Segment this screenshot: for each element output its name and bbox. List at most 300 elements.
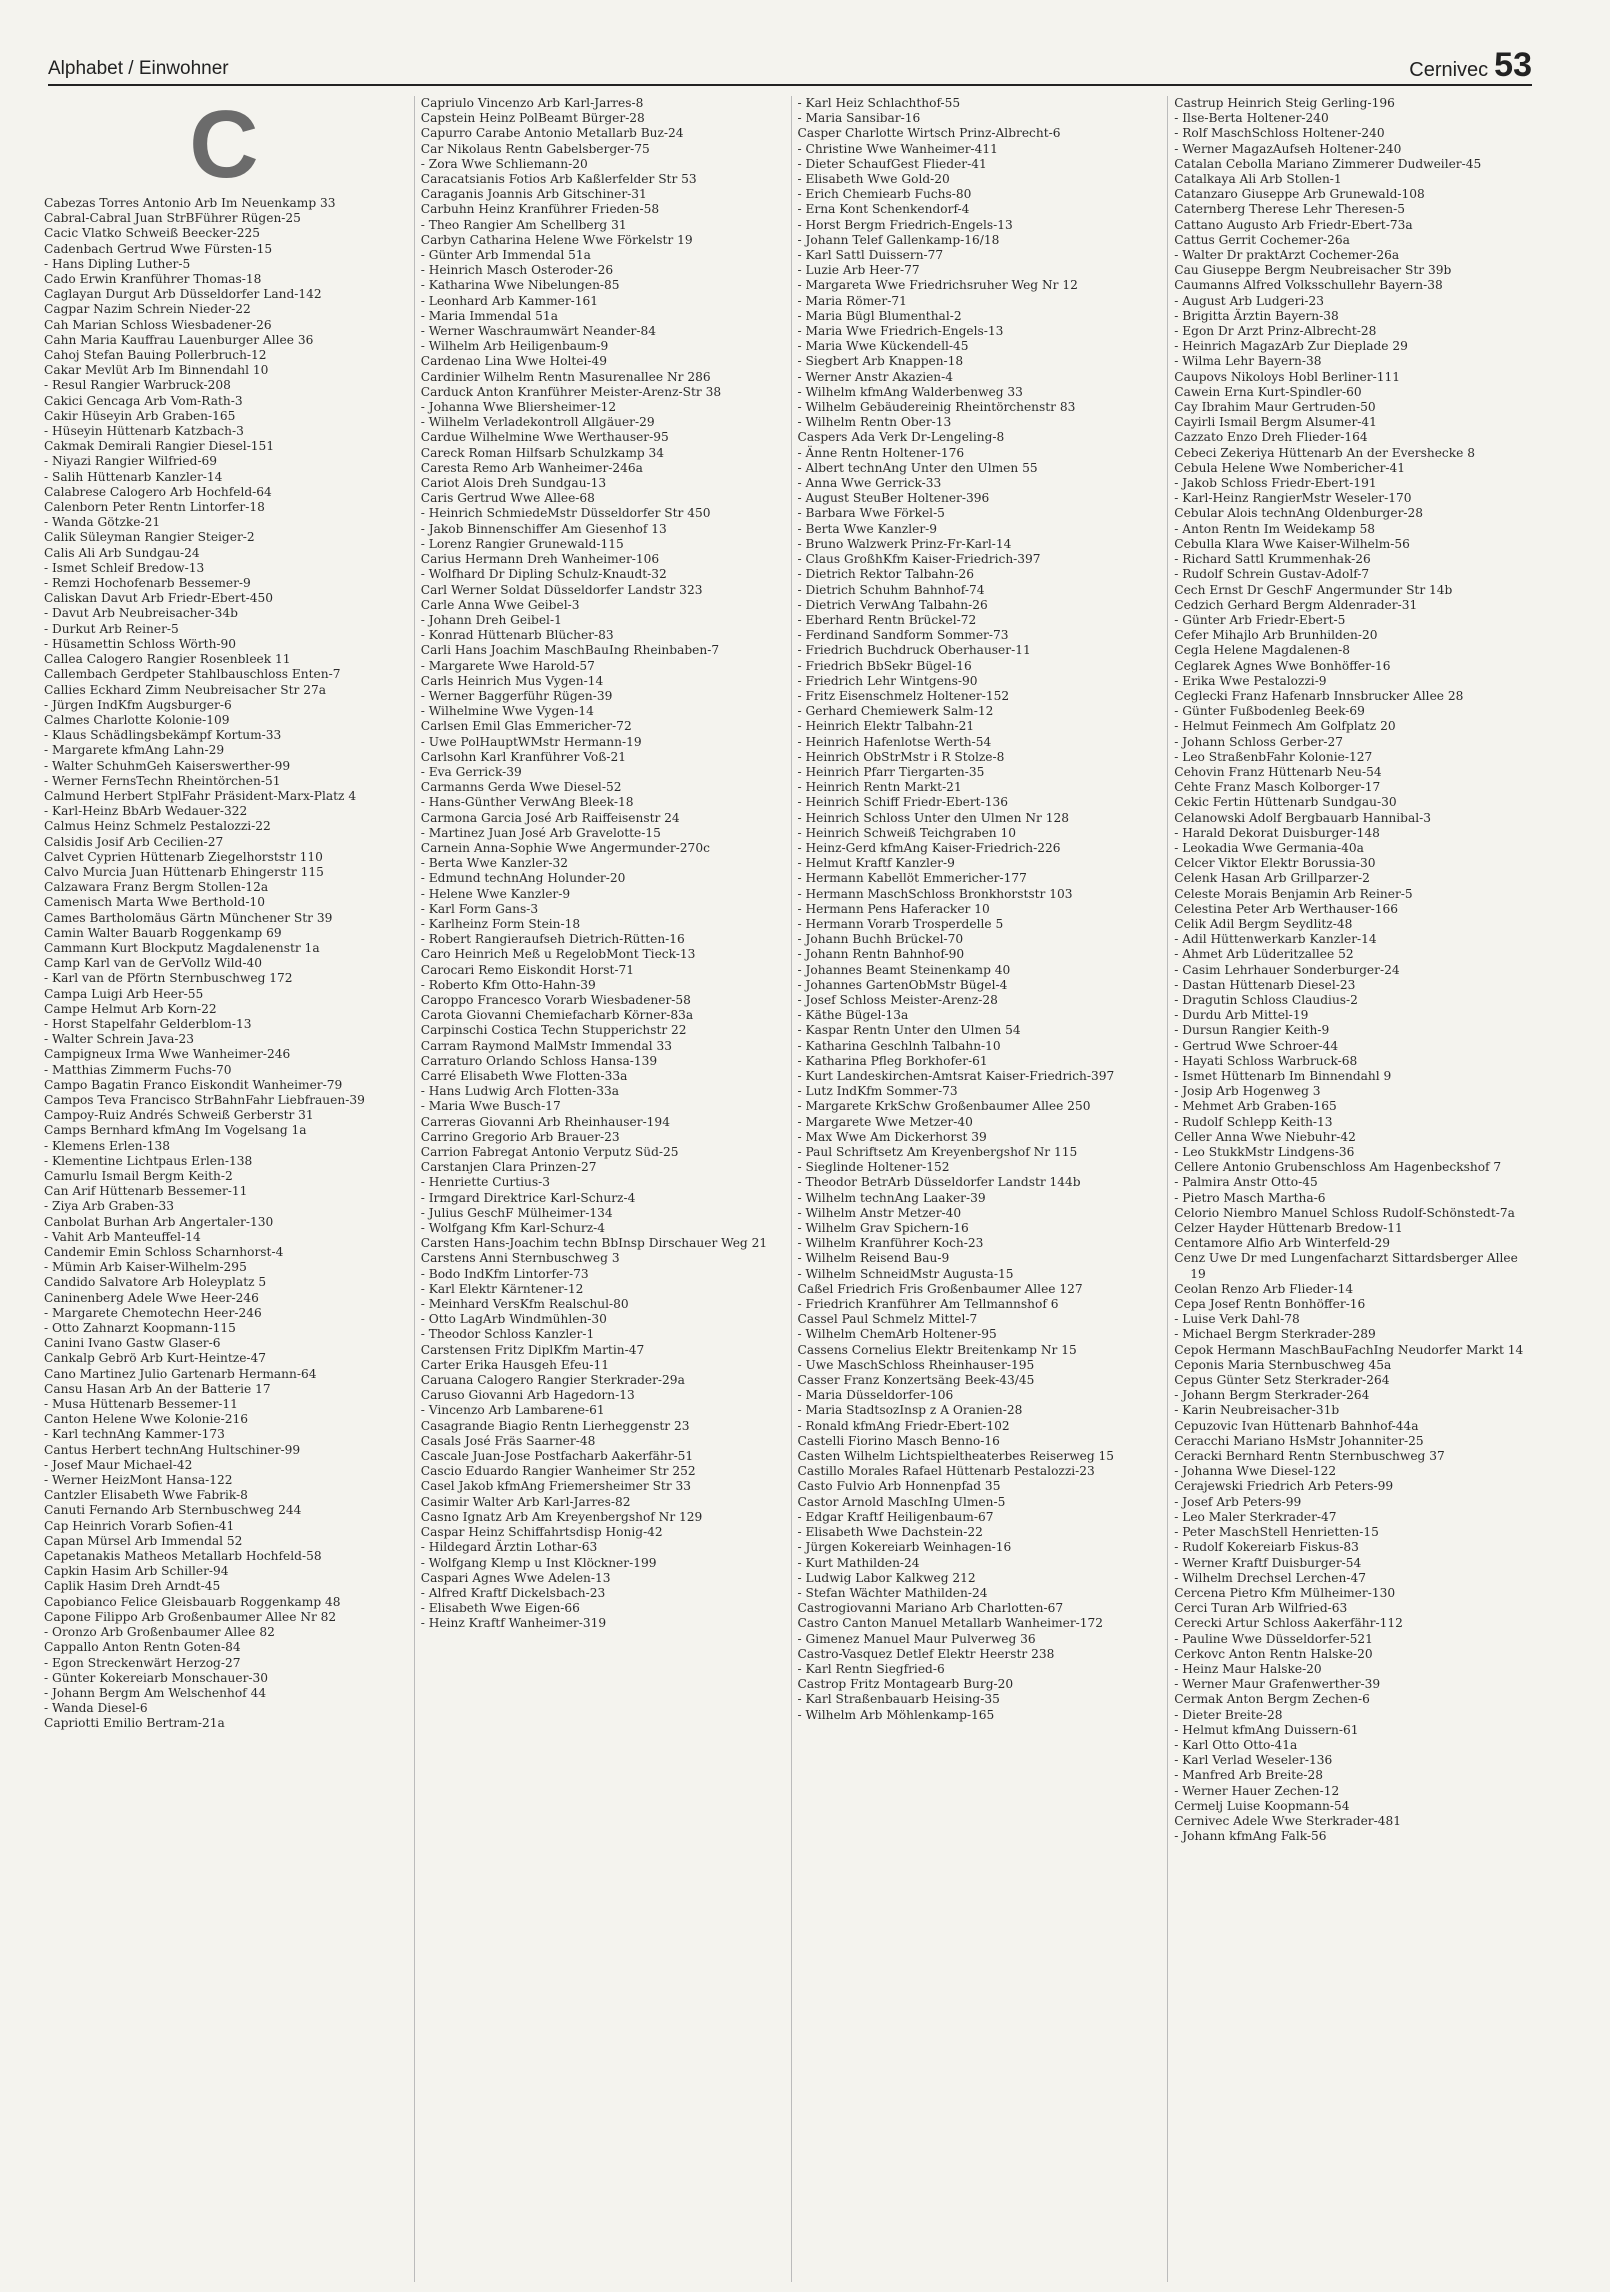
directory-entry: - Johannes Beamt Steinenkamp 40 bbox=[797, 962, 1011, 977]
directory-entry: - Jakob Binnenschiffer Am Giesenhof 13 bbox=[420, 521, 667, 536]
directory-entry: - Wilhelm SchneidMstr Augusta-15 bbox=[797, 1266, 1014, 1281]
directory-entry: - Paul Schriftsetz Am Kreyenbergshof Nr 115 bbox=[797, 1145, 1078, 1160]
directory-entry: Caupovs Nikoloys Hobl Berliner-111 bbox=[1174, 369, 1400, 384]
directory-entry: Cascio Eduardo Rangier Wanheimer Str 252 bbox=[420, 1464, 696, 1479]
directory-entry: - Margarete KrkSchw Großenbaumer Allee 250 bbox=[797, 1099, 1091, 1114]
directory-entry: - Anton Rentn Im Weidekamp 58 bbox=[1174, 521, 1376, 536]
directory-entry: - Edgar Kraftf Heiligenbaum-67 bbox=[797, 1509, 994, 1524]
directory-entry: Cakici Gencaga Arb Vom-Rath-3 bbox=[44, 393, 243, 408]
directory-entry: - Karl Straßenbauarb Heising-35 bbox=[797, 1692, 1000, 1707]
directory-entry: Celenk Hasan Arb Grillparzer-2 bbox=[1174, 871, 1370, 886]
directory-entry: - Pauline Wwe Düsseldorfer-521 bbox=[1174, 1631, 1373, 1646]
column-4 bbox=[1167, 96, 1534, 2282]
directory-entry: - Heinrich MagazArb Zur Dieplade 29 bbox=[1174, 339, 1408, 354]
directory-entry: - Horst Stapelfahr Gelderblom-13 bbox=[44, 1016, 252, 1031]
directory-entry: Calis Ali Arb Sundgau-24 bbox=[44, 545, 200, 560]
directory-entry: - Hüsamettin Schloss Wörth-90 bbox=[44, 636, 237, 651]
directory-entry: - August Arb Ludgeri-23 bbox=[1174, 293, 1324, 308]
directory-entry: - Hans Ludwig Arch Flotten-33a bbox=[420, 1084, 619, 1099]
directory-entry: - Vincenzo Arb Lambarene-61 bbox=[420, 1403, 605, 1418]
directory-entry: - Karl technAng Kammer-173 bbox=[44, 1427, 225, 1442]
directory-entry: - Rudolf Kokereiarb Fiskus-83 bbox=[1174, 1540, 1359, 1555]
directory-entry: - Erika Wwe Pestalozzi-9 bbox=[1174, 673, 1327, 688]
directory-entry: - Richard Sattl Krummenhak-26 bbox=[1174, 552, 1371, 567]
directory-entry: - Wilhelm ChemArb Holtener-95 bbox=[797, 1327, 997, 1342]
directory-entry: Cerkovc Anton Rentn Halske-20 bbox=[1174, 1646, 1373, 1661]
directory-entry: Calik Süleyman Rangier Steiger-2 bbox=[44, 530, 255, 545]
directory-entry: Cakir Hüseyin Arb Graben-165 bbox=[44, 408, 236, 423]
directory-entry: - Josef Maur Michael-42 bbox=[44, 1457, 193, 1472]
directory-entry: Cado Erwin Kranführer Thomas-18 bbox=[44, 272, 262, 287]
directory-entry: - Roberto Kfm Otto-Hahn-39 bbox=[420, 977, 596, 992]
directory-entry: Capriulo Vincenzo Arb Karl-Jarres-8 bbox=[420, 96, 644, 110]
directory-entry: - Eberhard Rentn Brückel-72 bbox=[797, 612, 977, 627]
directory-entry: Caßel Friedrich Fris Großenbaumer Allee 127 bbox=[797, 1281, 1083, 1296]
directory-entry: Cepuzovic Ivan Hüttenarb Bahnhof-44a bbox=[1174, 1418, 1419, 1433]
directory-entry: - Johann Bergm Am Welschenhof 44 bbox=[44, 1685, 267, 1700]
directory-entry: Campe Helmut Arb Korn-22 bbox=[44, 1001, 217, 1016]
directory-entry: Carli Hans Joachim MaschBauIng Rheinbaben-7 bbox=[420, 643, 720, 658]
directory-entry: - Walter Dr praktArzt Cochemer-26a bbox=[1174, 248, 1400, 263]
directory-entry: - August SteuBer Holtener-396 bbox=[797, 491, 990, 506]
directory-entry: Carnein Anna-Sophie Wwe Angermunder-270c bbox=[420, 840, 710, 855]
directory-entry: Casel Jakob kfmAng Friemersheimer Str 33 bbox=[420, 1479, 692, 1494]
directory-entry: - Wilhelm Arb Möhlenkamp-165 bbox=[797, 1707, 995, 1722]
directory-entry: - Klementine Lichtpaus Erlen-138 bbox=[44, 1153, 253, 1168]
directory-entry: Celorio Niembro Manuel Schloss Rudolf-Schönstedt-7a bbox=[1174, 1205, 1515, 1220]
directory-entry: Cattano Augusto Arb Friedr-Ebert-73a bbox=[1174, 217, 1413, 232]
directory-entry: Caracatsianis Fotios Arb Kaßlerfelder Str 53 bbox=[420, 172, 697, 187]
directory-entry: - Zora Wwe Schliemann-20 bbox=[420, 156, 588, 171]
directory-entry: - Christine Wwe Wanheimer-411 bbox=[797, 141, 998, 156]
directory-entry: Calabrese Calogero Arb Hochfeld-64 bbox=[44, 484, 272, 499]
directory-entry: - Elisabeth Wwe Gold-20 bbox=[797, 172, 950, 187]
directory-entry: Carsten Hans-Joachim techn BbInsp Dirschauer Weg 21 bbox=[420, 1236, 768, 1251]
directory-entry: Carbyn Catharina Helene Wwe Förkelstr 19 bbox=[420, 232, 693, 247]
directory-entry: Celik Adil Bergm Seydlitz-48 bbox=[1174, 916, 1353, 931]
directory-entry: Casagrande Biagio Rentn Lierheggenstr 23 bbox=[420, 1418, 690, 1433]
directory-entry: Caroppo Francesco Vorarb Wiesbadener-58 bbox=[420, 992, 691, 1007]
directory-entry: - Wilhelm Anstr Metzer-40 bbox=[797, 1205, 962, 1220]
directory-entry: - Karl Sattl Duissern-77 bbox=[797, 248, 944, 263]
directory-entry: - Karin Neubreisacher-31b bbox=[1174, 1403, 1340, 1418]
directory-entry: - Wolfhard Dr Dipling Schulz-Knaudt-32 bbox=[420, 567, 667, 582]
directory-entry: - Leonhard Arb Kammer-161 bbox=[420, 293, 599, 308]
directory-entry: - Max Wwe Am Dickerhorst 39 bbox=[797, 1129, 987, 1144]
directory-entry: - Salih Hüttenarb Kanzler-14 bbox=[44, 469, 223, 484]
directory-entry: Castelli Fiorino Masch Benno-16 bbox=[797, 1433, 1000, 1448]
directory-entry: Cames Bartholomäus Gärtn Münchener Str 39 bbox=[44, 910, 333, 925]
directory-entry: Celestina Peter Arb Werthauser-166 bbox=[1174, 901, 1399, 916]
directory-entry: Cebeci Zekeriya Hüttenarb An der Evershecke 8 bbox=[1174, 445, 1475, 460]
directory-entry: Cebula Helene Wwe Nombericher-41 bbox=[1174, 460, 1406, 475]
directory-entry: Caresta Remo Arb Wanheimer-246a bbox=[420, 460, 643, 475]
directory-entry: Cagpar Nazim Schrein Nieder-22 bbox=[44, 302, 251, 317]
directory-entry: - Heinrich Pfarr Tiergarten-35 bbox=[797, 764, 985, 779]
directory-entry: Ceglarek Agnes Wwe Bonhöffer-16 bbox=[1174, 658, 1391, 673]
directory-entry: - Margarete Chemotechn Heer-246 bbox=[44, 1305, 262, 1320]
directory-entry: Capobianco Felice Gleisbauarb Roggenkamp 48 bbox=[44, 1594, 341, 1609]
directory-entry: Cah Marian Schloss Wiesbadener-26 bbox=[44, 317, 272, 332]
directory-entry: - Maria Immendal 51a bbox=[420, 308, 558, 323]
directory-entry: - Friedrich Kranführer Am Tellmannshof 6 bbox=[797, 1297, 1059, 1312]
directory-entry: - Änne Rentn Holtener-176 bbox=[797, 445, 965, 460]
directory-entry: Cau Giuseppe Bergm Neubreisacher Str 39b bbox=[1174, 263, 1452, 278]
directory-entry: Carmanns Gerda Wwe Diesel-52 bbox=[420, 780, 622, 795]
directory-entry: Cano Martinez Julio Gartenarb Hermann-64 bbox=[44, 1366, 317, 1381]
directory-entry: - Günter Arb Immendal 51a bbox=[420, 248, 591, 263]
directory-entry: Calenborn Peter Rentn Lintorfer-18 bbox=[44, 500, 265, 515]
directory-entry: Capone Filippo Arb Großenbaumer Allee Nr 82 bbox=[44, 1609, 337, 1624]
directory-entry: Cepok Hermann MaschBauFachIng Neudorfer Markt 14 bbox=[1174, 1342, 1524, 1357]
directory-entry: Cardinier Wilhelm Rentn Masurenallee Nr 286 bbox=[420, 369, 711, 384]
directory-entry: Cahoj Stefan Bauing Pollerbruch-12 bbox=[44, 348, 267, 363]
directory-entry: Carmona Garcia José Arb Raiffeisenstr 24 bbox=[420, 810, 680, 825]
directory-entry: - Kaspar Rentn Unter den Ulmen 54 bbox=[797, 1023, 1021, 1038]
directory-entry: - Peter MaschStell Henrietten-15 bbox=[1174, 1525, 1379, 1540]
directory-entry: Cabezas Torres Antonio Arb Im Neuenkamp 33 bbox=[44, 196, 336, 210]
running-head bbox=[1409, 46, 1532, 84]
directory-entry: - Margarete kfmAng Lahn-29 bbox=[44, 743, 225, 758]
directory-entry: Ceponis Maria Sternbuschweg 45a bbox=[1174, 1357, 1392, 1372]
directory-entry: - Helene Wwe Kanzler-9 bbox=[420, 886, 571, 901]
directory-entry: - Rudolf Schrein Gustav-Adolf-7 bbox=[1174, 567, 1370, 582]
directory-entry: Carrion Fabregat Antonio Verputz Süd-25 bbox=[420, 1145, 679, 1160]
directory-entry: Cedzich Gerhard Bergm Aldenrader-31 bbox=[1174, 597, 1418, 612]
directory-entry: - Egon Dr Arzt Prinz-Albrecht-28 bbox=[1174, 324, 1377, 339]
directory-entry: - Berta Wwe Kanzler-9 bbox=[797, 521, 938, 536]
directory-entry: - Edmund technAng Holunder-20 bbox=[420, 871, 626, 886]
directory-entry: - Karl Form Gans-3 bbox=[420, 901, 539, 916]
directory-entry: - Leo Maler Sterkrader-47 bbox=[1174, 1509, 1337, 1524]
directory-entry: - Hermann Kabellöt Emmericher-177 bbox=[797, 871, 1027, 886]
directory-entry: - Mehmet Arb Graben-165 bbox=[1174, 1099, 1337, 1114]
directory-entry: - Maria Sansibar-16 bbox=[797, 111, 921, 126]
directory-entry: Catanzaro Giuseppe Arb Grunewald-108 bbox=[1174, 187, 1425, 202]
directory-entry: Carram Raymond MalMstr Immendal 33 bbox=[420, 1038, 673, 1053]
directory-entry: Caro Heinrich Meß u RegelobMont Tieck-13 bbox=[420, 947, 696, 962]
directory-entry: - Wilhelm Kranführer Koch-23 bbox=[797, 1236, 984, 1251]
directory-entry: Campoy-Ruiz Andrés Schweiß Gerberstr 31 bbox=[44, 1108, 314, 1123]
directory-entry: - Wilhelm technAng Laaker-39 bbox=[797, 1190, 986, 1205]
directory-entry: - Gertrud Wwe Schroer-44 bbox=[1174, 1038, 1339, 1053]
directory-entry: Carl Werner Soldat Düsseldorfer Landstr 323 bbox=[420, 582, 703, 597]
directory-entry: - Theo Rangier Am Schellberg 31 bbox=[420, 217, 627, 232]
directory-entry: - Lorenz Rangier Grunewald-115 bbox=[420, 536, 624, 551]
directory-entry: Cehte Franz Masch Kolborger-17 bbox=[1174, 780, 1381, 795]
directory-entry: - Maria Wwe Friedrich-Engels-13 bbox=[797, 324, 1004, 339]
directory-entry: - Hermann MaschSchloss Bronkhorststr 103 bbox=[797, 886, 1073, 901]
directory-entry: - Erna Kont Schenkendorf-4 bbox=[797, 202, 970, 217]
directory-entry: Celeste Morais Benjamin Arb Reiner-5 bbox=[1174, 886, 1413, 901]
directory-entry: Calvet Cyprien Hüttenarb Ziegelhorststr 110 bbox=[44, 849, 323, 864]
directory-entry: - Sieglinde Holtener-152 bbox=[797, 1160, 950, 1175]
directory-entry: - Josip Arb Hogenweg 3 bbox=[1174, 1084, 1321, 1099]
directory-entry: - Harald Dekorat Duisburger-148 bbox=[1174, 825, 1380, 840]
directory-entry: - Maria StadtsozInsp z A Oranien-28 bbox=[797, 1403, 1023, 1418]
directory-entry: - Werner Kraftf Duisburger-54 bbox=[1174, 1555, 1362, 1570]
directory-entry: - Musa Hüttenarb Bessemer-11 bbox=[44, 1397, 238, 1412]
directory-entry: Ceracchi Mariano HsMstr Johanniter-25 bbox=[1174, 1433, 1424, 1448]
column-2 bbox=[414, 96, 781, 2282]
directory-entry: - Hayati Schloss Warbruck-68 bbox=[1174, 1053, 1358, 1068]
directory-entry: - Heinrich Schiff Friedr-Ebert-136 bbox=[797, 795, 1008, 810]
directory-entry: Callembach Gerdpeter Stahlbauschloss Enten-7 bbox=[44, 667, 341, 682]
directory-entry: Camenisch Marta Wwe Berthold-10 bbox=[44, 895, 265, 910]
directory-entry: Cabral-Cabral Juan StrBFührer Rügen-25 bbox=[44, 211, 301, 226]
directory-entry: Celcer Viktor Elektr Borussia-30 bbox=[1174, 856, 1376, 871]
directory-entry: Campos Teva Francisco StrBahnFahr Liebfrauen-39 bbox=[44, 1092, 365, 1107]
directory-entry: - Gerhard Chemiewerk Salm-12 bbox=[797, 704, 994, 719]
directory-entry: - Dastan Hüttenarb Diesel-23 bbox=[1174, 977, 1356, 992]
directory-entry: - Ferdinand Sandform Sommer-73 bbox=[797, 628, 1009, 643]
directory-entry: - Wilhelm Arb Heiligenbaum-9 bbox=[420, 339, 609, 354]
directory-entry: - Margareta Wwe Friedrichsruher Weg Nr 12 bbox=[797, 278, 1078, 293]
directory-entry: - Wolfgang Kfm Karl-Schurz-4 bbox=[420, 1221, 606, 1236]
directory-entry: Calmes Charlotte Kolonie-109 bbox=[44, 712, 230, 727]
directory-entry: - Dursun Rangier Keith-9 bbox=[1174, 1023, 1330, 1038]
directory-entry: - Heinz Kraftf Wanheimer-319 bbox=[420, 1616, 607, 1631]
directory-entry: Casto Fulvio Arb Honnenpfad 35 bbox=[797, 1479, 1001, 1494]
directory-entry: - Pietro Masch Martha-6 bbox=[1174, 1190, 1326, 1205]
directory-entry: Casno Ignatz Arb Am Kreyenbergshof Nr 129 bbox=[420, 1509, 703, 1524]
directory-entry: - Hans Dipling Luther-5 bbox=[44, 256, 191, 271]
directory-entry: Carré Elisabeth Wwe Flotten-33a bbox=[420, 1069, 628, 1083]
directory-entry: Cappallo Anton Rentn Goten-84 bbox=[44, 1640, 241, 1655]
directory-entry: - Otto Zahnarzt Koopmann-115 bbox=[44, 1321, 236, 1336]
directory-entry: Cerci Turan Arb Wilfried-63 bbox=[1174, 1601, 1348, 1616]
directory-entry: - Friedrich Lehr Wintgens-90 bbox=[797, 673, 978, 688]
directory-entry: Cellere Antonio Grubenschloss Am Hagenbeckshof 7 bbox=[1174, 1160, 1502, 1175]
directory-entry: Carstanjen Clara Prinzen-27 bbox=[420, 1160, 597, 1175]
directory-entry: Capkin Hasim Arb Schiller-94 bbox=[44, 1564, 229, 1579]
directory-entry: Casten Wilhelm Lichtspieltheaterbes Reiserweg 15 bbox=[797, 1449, 1115, 1464]
directory-entry: Canbolat Burhan Arb Angertaler-130 bbox=[44, 1214, 274, 1229]
directory-entry: - Albert technAng Unter den Ulmen 55 bbox=[797, 460, 1038, 475]
directory-entry: - Dieter Breite-28 bbox=[1174, 1707, 1283, 1722]
directory-entry: - Anna Wwe Gerrick-33 bbox=[797, 476, 942, 491]
directory-entry: Castor Arnold MaschIng Ulmen-5 bbox=[797, 1494, 1006, 1509]
directory-entry: Celler Anna Wwe Niebuhr-42 bbox=[1174, 1129, 1356, 1144]
directory-columns bbox=[44, 96, 1534, 2282]
directory-entry: - Heinz Maur Halske-20 bbox=[1174, 1661, 1322, 1676]
directory-entry: - Vahit Arb Manteuffel-14 bbox=[44, 1229, 201, 1244]
section-letter: C bbox=[189, 96, 259, 198]
directory-entry: Campo Bagatin Franco Eiskondit Wanheimer-79 bbox=[44, 1077, 343, 1092]
column-3 bbox=[791, 96, 1158, 2282]
directory-entry: Carbuhn Heinz Kranführer Frieden-58 bbox=[420, 202, 660, 217]
directory-entry: Ceglecki Franz Hafenarb Innsbrucker Allee 28 bbox=[1174, 688, 1464, 703]
directory-entry: Carlsen Emil Glas Emmericher-72 bbox=[420, 719, 632, 734]
directory-entry: - Heinrich Schloss Unter den Ulmen Nr 128 bbox=[797, 810, 1069, 825]
directory-entry: - Dietrich Rektor Talbahn-26 bbox=[797, 567, 974, 582]
directory-entry: - Maria Bügl Blumenthal-2 bbox=[797, 308, 962, 323]
directory-entry: - Johannes GartenObMstr Bügel-4 bbox=[797, 977, 1008, 992]
directory-entry: - Heinrich Elektr Talbahn-21 bbox=[797, 719, 975, 734]
directory-entry: Caumanns Alfred Volksschullehr Bayern-38 bbox=[1174, 278, 1443, 293]
directory-entry: Cerecki Artur Schloss Aakerfähr-112 bbox=[1174, 1616, 1403, 1631]
directory-entry: - Dieter SchaufGest Flieder-41 bbox=[797, 156, 987, 171]
directory-entry: - Alfred Kraftf Dickelsbach-23 bbox=[420, 1585, 606, 1600]
directory-entry: Casper Charlotte Wirtsch Prinz-Albrecht-6 bbox=[797, 126, 1061, 141]
directory-entry: Calmus Heinz Schmelz Pestalozzi-22 bbox=[44, 819, 271, 834]
directory-entry: Cayirli Ismail Bergm Alsumer-41 bbox=[1174, 415, 1377, 430]
directory-entry: - Wilma Lehr Bayern-38 bbox=[1174, 354, 1322, 369]
directory-entry: - Elisabeth Wwe Dachstein-22 bbox=[797, 1525, 983, 1540]
directory-entry: - Bodo IndKfm Lintorfer-73 bbox=[420, 1266, 589, 1281]
directory-entry: - Casim Lehrhauer Sonderburger-24 bbox=[1174, 962, 1400, 977]
directory-entry: Cefer Mihajlo Arb Brunhilden-20 bbox=[1174, 628, 1378, 643]
directory-entry: - Walter SchuhmGeh Kaiserswerther-99 bbox=[44, 758, 291, 773]
directory-entry: Cakar Mevlüt Arb Im Binnendahl 10 bbox=[44, 363, 269, 378]
directory-entry: - Johann kfmAng Falk-56 bbox=[1174, 1829, 1327, 1844]
directory-entry: - Uwe MaschSchloss Rheinhauser-195 bbox=[797, 1357, 1035, 1372]
directory-entry: Caspari Agnes Wwe Adelen-13 bbox=[420, 1570, 611, 1585]
directory-entry: Ceracki Bernhard Rentn Sternbuschweg 37 bbox=[1174, 1449, 1445, 1464]
directory-entry: - Josef Arb Peters-99 bbox=[1174, 1494, 1302, 1509]
directory-entry: Cercena Pietro Kfm Mülheimer-130 bbox=[1174, 1585, 1396, 1600]
directory-entry: - Ismet Hüttenarb Im Binnendahl 9 bbox=[1174, 1069, 1392, 1083]
directory-entry: - Karl Otto Otto-41a bbox=[1174, 1737, 1298, 1752]
directory-entry: - Hans-Günther VerwAng Bleek-18 bbox=[420, 795, 634, 810]
directory-entry: - Katharina Pfleg Borkhofer-61 bbox=[797, 1053, 988, 1068]
directory-entry: - Durdu Arb Mittel-19 bbox=[1174, 1008, 1309, 1023]
directory-entry: - Karl Heiz Schlachthof-55 bbox=[797, 96, 961, 110]
directory-entry: - Klaus Schädlingsbekämpf Kortum-33 bbox=[44, 728, 282, 743]
directory-entry: - Johann Bergm Sterkrader-264 bbox=[1174, 1388, 1370, 1403]
directory-entry: - Stefan Wächter Mathilden-24 bbox=[797, 1585, 988, 1600]
directory-entry: Can Arif Hüttenarb Bessemer-11 bbox=[44, 1184, 248, 1199]
directory-entry: - Wilhelm Verladekontroll Allgäuer-29 bbox=[420, 415, 655, 430]
directory-entry: - Wanda Götzke-21 bbox=[44, 515, 161, 530]
directory-entry: - Wolfgang Klemp u Inst Klöckner-199 bbox=[420, 1555, 657, 1570]
directory-entry: - Werner Waschraumwärt Neander-84 bbox=[420, 324, 656, 339]
directory-entry: Camp Karl van de GerVollz Wild-40 bbox=[44, 956, 262, 971]
directory-entry: Calzawara Franz Bergm Stollen-12a bbox=[44, 880, 269, 895]
directory-entry: Calvo Murcia Juan Hüttenarb Ehingerstr 115 bbox=[44, 864, 324, 879]
directory-entry: Carocari Remo Eiskondit Horst-71 bbox=[420, 962, 635, 977]
directory-entry: Caruso Giovanni Arb Hagedorn-13 bbox=[420, 1388, 635, 1403]
directory-entry: - Jürgen Kokereiarb Weinhagen-16 bbox=[797, 1540, 1012, 1555]
directory-entry: Cepus Günter Setz Sterkrader-264 bbox=[1174, 1373, 1390, 1388]
directory-entry: Candido Salvatore Arb Holeyplatz 5 bbox=[44, 1275, 267, 1290]
directory-entry: - Meinhard VersKfm Realschul-80 bbox=[420, 1297, 629, 1312]
directory-entry: - Johann Schloss Gerber-27 bbox=[1174, 734, 1344, 749]
column-1 bbox=[44, 96, 404, 2282]
directory-entry: Celanowski Adolf Bergbauarb Hannibal-3 bbox=[1174, 810, 1432, 825]
directory-entry: - Günter Kokereiarb Monschauer-30 bbox=[44, 1670, 269, 1685]
directory-entry: Castro-Vasquez Detlef Elektr Heerstr 238 bbox=[797, 1646, 1055, 1661]
directory-entry: - Berta Wwe Kanzler-32 bbox=[420, 856, 569, 871]
directory-entry: - Maria Wwe Kückendell-45 bbox=[797, 339, 969, 354]
directory-entry: - Wilhelmine Wwe Vygen-14 bbox=[420, 704, 594, 719]
directory-entry: Camin Walter Bauarb Roggenkamp 69 bbox=[44, 925, 282, 940]
directory-entry: Cankalp Gebrö Arb Kurt-Heintze-47 bbox=[44, 1351, 267, 1366]
directory-entry: Cermak Anton Bergm Zechen-6 bbox=[1174, 1692, 1370, 1707]
directory-entry: Camps Bernhard kfmAng Im Vogelsang 1a bbox=[44, 1123, 307, 1138]
directory-entry: - Niyazi Rangier Wilfried-69 bbox=[44, 454, 218, 469]
directory-entry: - Günter Fußbodenleg Beek-69 bbox=[1174, 704, 1365, 719]
directory-entry: Catalkaya Ali Arb Stollen-1 bbox=[1174, 172, 1342, 187]
directory-entry: - Durkut Arb Reiner-5 bbox=[44, 621, 179, 636]
directory-entry: - Jürgen IndKfm Augsburger-6 bbox=[44, 697, 232, 712]
directory-entry: Cermelj Luise Koopmann-54 bbox=[1174, 1798, 1350, 1813]
directory-entry: Cazzato Enzo Dreh Flieder-164 bbox=[1174, 430, 1368, 445]
directory-entry: Carpinschi Costica Techn Stupperichstr 22 bbox=[420, 1023, 687, 1038]
directory-entry: Casimir Walter Arb Karl-Jarres-82 bbox=[420, 1494, 631, 1509]
directory-entry: - Werner Baggerführ Rügen-39 bbox=[420, 688, 613, 703]
directory-entry: Cenz Uwe Dr med Lungenfacharzt Sittardsberger Allee 19 bbox=[1174, 1251, 1518, 1281]
directory-entry: - Walter Schrein Java-23 bbox=[44, 1032, 195, 1047]
directory-entry: - Julius GeschF Mülheimer-134 bbox=[420, 1205, 613, 1220]
directory-entry: - Johann Dreh Geibel-1 bbox=[420, 612, 562, 627]
directory-entry: - Katharina Geschlnh Talbahn-10 bbox=[797, 1038, 1001, 1053]
directory-entry: - Wilhelm Gebäudereinig Rheintörchenstr 83 bbox=[797, 400, 1076, 415]
directory-entry: - Heinrich ObStrMstr i R Stolze-8 bbox=[797, 749, 1005, 764]
directory-entry: - Werner HeizMont Hansa-122 bbox=[44, 1473, 233, 1488]
directory-entry: - Ronald kfmAng Friedr-Ebert-102 bbox=[797, 1418, 1010, 1433]
section-title: Alphabet / Einwohner bbox=[48, 58, 229, 79]
directory-entry: - Friedrich Buchdruck Oberhauser-11 bbox=[797, 643, 1031, 658]
directory-entry: - Friedrich BbSekr Bügel-16 bbox=[797, 658, 972, 673]
directory-entry: - Irmgard Direktrice Karl-Schurz-4 bbox=[420, 1190, 636, 1205]
directory-entry: - Davut Arb Neubreisacher-34b bbox=[44, 606, 238, 621]
directory-entry: Caris Gertrud Wwe Allee-68 bbox=[420, 491, 595, 506]
directory-entry: Cattus Gerrit Cochemer-26a bbox=[1174, 232, 1350, 247]
directory-entry: Carstensen Fritz DiplKfm Martin-47 bbox=[420, 1342, 645, 1357]
directory-entry: Cepa Josef Rentn Bonhöffer-16 bbox=[1174, 1297, 1366, 1312]
directory-entry: Calmund Herbert StplFahr Präsident-Marx-Platz 4 bbox=[44, 788, 357, 803]
directory-entry: Casals José Fräs Saarner-48 bbox=[420, 1433, 596, 1448]
directory-entry: - Maria Römer-71 bbox=[797, 293, 907, 308]
directory-entry: - Werner Anstr Akazien-4 bbox=[797, 369, 954, 384]
directory-entry: Cebular Alois technAng Oldenburger-28 bbox=[1174, 506, 1424, 521]
directory-entry: Capstein Heinz PolBeamt Bürger-28 bbox=[420, 111, 645, 126]
directory-entry: Cegla Helene Magdalenen-8 bbox=[1174, 643, 1351, 658]
directory-entry: - Margarete Wwe Harold-57 bbox=[420, 658, 595, 673]
directory-entry: Car Nikolaus Rentn Gabelsberger-75 bbox=[420, 141, 650, 156]
directory-entry: - Karl Verlad Weseler-136 bbox=[1174, 1753, 1333, 1768]
directory-entry: Castrogiovanni Mariano Arb Charlotten-67 bbox=[797, 1601, 1064, 1616]
directory-entry: Cech Ernst Dr GeschF Angermunder Str 14b bbox=[1174, 582, 1453, 597]
directory-entry: Caspers Ada Verk Dr-Lengeling-8 bbox=[797, 430, 1005, 445]
directory-entry: Cakmak Demirali Rangier Diesel-151 bbox=[44, 439, 275, 454]
directory-entry: - Manfred Arb Breite-28 bbox=[1174, 1768, 1323, 1783]
directory-entry: - Werner MagazAufseh Holtener-240 bbox=[1174, 141, 1402, 156]
directory-entry: Carle Anna Wwe Geibel-3 bbox=[420, 597, 580, 612]
directory-entry: - Ludwig Labor Kalkweg 212 bbox=[797, 1570, 976, 1585]
directory-entry: - Johann Buchh Brückel-70 bbox=[797, 932, 964, 947]
directory-entry: Canuti Fernando Arb Sternbuschweg 244 bbox=[44, 1503, 302, 1518]
directory-entry: Cap Heinrich Vorarb Sofien-41 bbox=[44, 1518, 235, 1533]
directory-entry: - Dragutin Schloss Claudius-2 bbox=[1174, 992, 1358, 1007]
directory-entry: Cassens Cornelius Elektr Breitenkamp Nr 15 bbox=[797, 1342, 1077, 1357]
directory-entry: Carduck Anton Kranführer Meister-Arenz-Str 38 bbox=[420, 384, 722, 399]
directory-entry: - Klemens Erlen-138 bbox=[44, 1138, 171, 1153]
directory-entry: Castrop Fritz Montagearb Burg-20 bbox=[797, 1677, 1014, 1692]
directory-entry: Cehovin Franz Hüttenarb Neu-54 bbox=[1174, 764, 1382, 779]
directory-entry: Cammann Kurt Blockputz Magdalenenstr 1a bbox=[44, 940, 320, 955]
directory-entry: Caruana Calogero Rangier Sterkrader-29a bbox=[420, 1373, 685, 1388]
directory-entry: - Ahmet Arb Lüderitzallee 52 bbox=[1174, 947, 1354, 962]
directory-entry: - Karl Rentn Siegfried-6 bbox=[797, 1661, 945, 1676]
directory-entry: - Leo StraßenbFahr Kolonie-127 bbox=[1174, 749, 1373, 764]
directory-entry: - Martinez Juan José Arb Gravelotte-15 bbox=[420, 825, 661, 840]
directory-entry: - Michael Bergm Sterkrader-289 bbox=[1174, 1327, 1376, 1342]
directory-entry: Caglayan Durgut Arb Düsseldorfer Land-142 bbox=[44, 287, 322, 302]
directory-entry: - Katharina Wwe Nibelungen-85 bbox=[420, 278, 620, 293]
directory-entry: Carota Giovanni Chemiefacharb Körner-83a bbox=[420, 1008, 694, 1023]
